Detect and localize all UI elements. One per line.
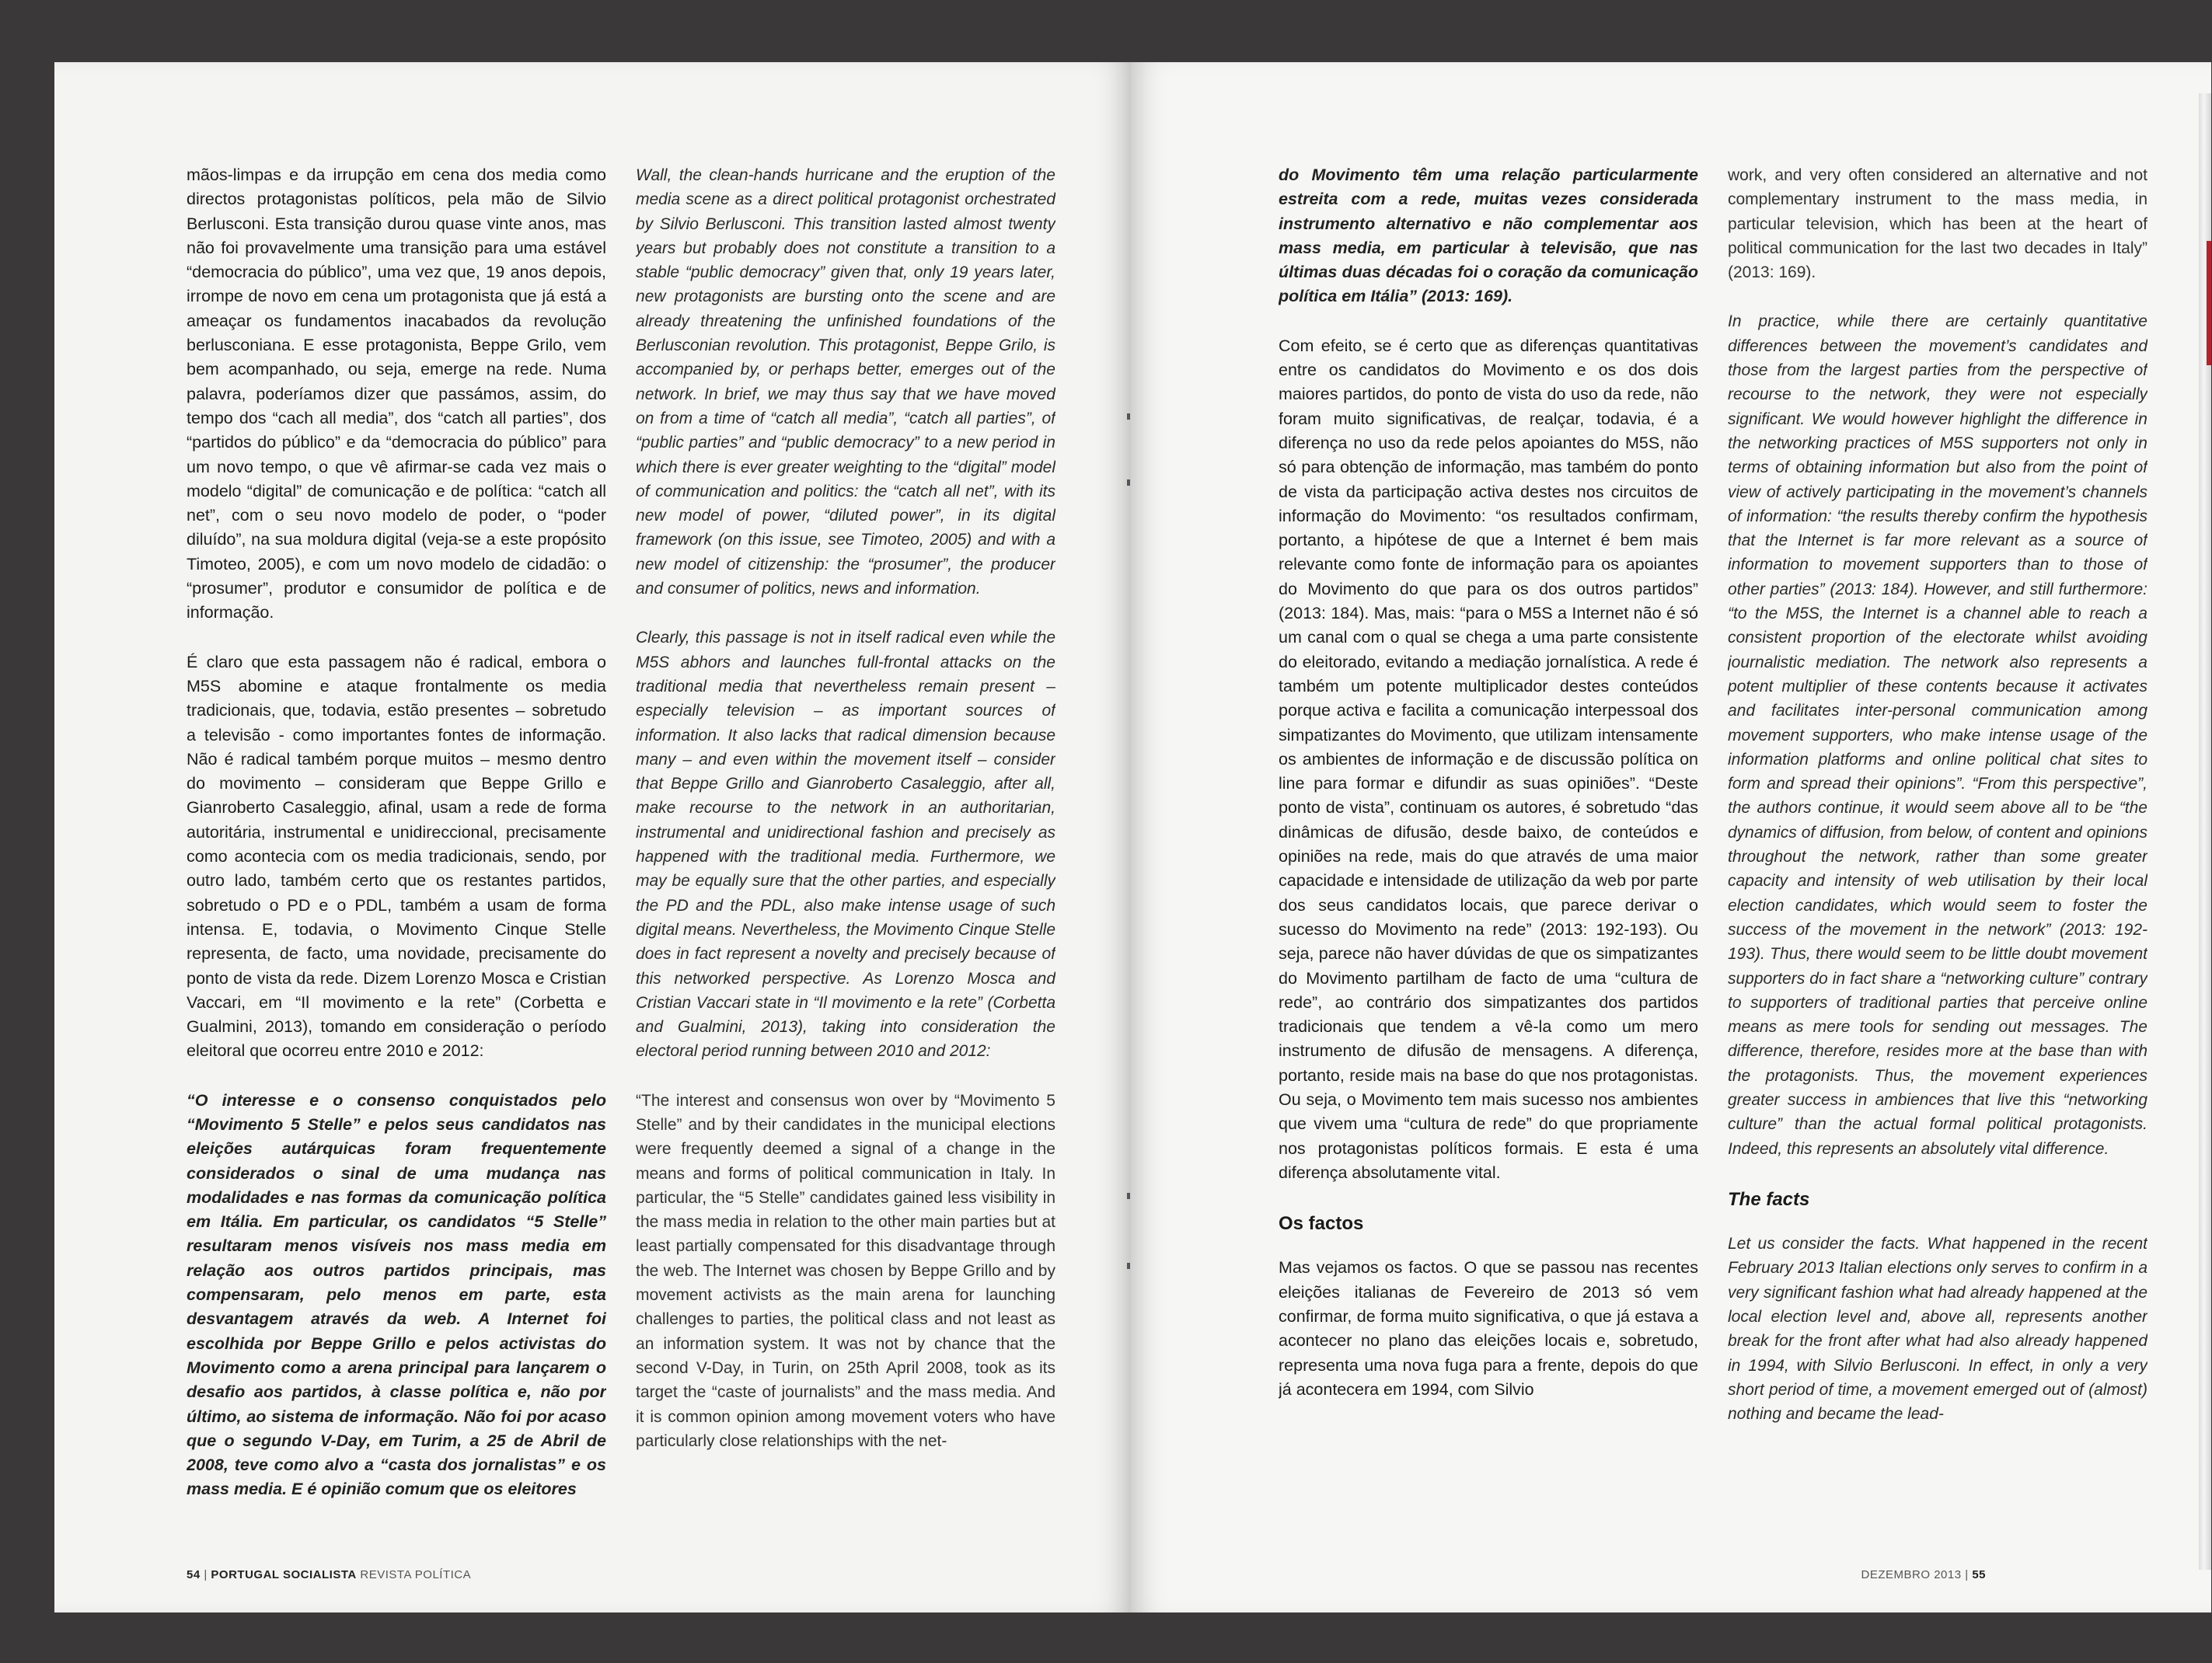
left-page bbox=[54, 62, 1131, 1612]
paragraph: Mas vejamos os factos. O que se passou nas recentes eleições italianas de Fevereiro de 2013 só vem confirmar, de forma muito significativa, o que já estava a acontecer no plano das eleições locais e, sobretudo, representa uma nova fuga para a frente, depois do que já acontecera em 1994, com Silvio bbox=[1279, 1258, 1698, 1399]
paragraph: Let us consider the facts. What happened in the recent February 2013 Italian elections only serves to confirm in a very significant fashion what had already happened at the local election level and, above all, represents another break for the front after what had also already happened in 1994, with Silvio Berlusconi. In effect, in only a very short period of time, a movement emerged out of (almost) nothing and became the lead- bbox=[1728, 1235, 2147, 1424]
fold-mark bbox=[1127, 1193, 1130, 1199]
magazine-spread bbox=[54, 62, 2153, 1612]
section-heading: The facts bbox=[1728, 1188, 1810, 1210]
block-quote: do Movimento têm uma relação particularmente estreita com a rede, muitas vezes considerada instrumento alternativo e não complementar aos mass media, em particular à televisão, que nas últimas duas décadas foi o coração da comunicação política em Itália” (2013: 169). bbox=[1279, 166, 1698, 306]
footer-left: 54 | PORTUGAL SOCIALISTA REVISTA POLÍTICA bbox=[187, 1568, 472, 1581]
block-quote: “The interest and consensus won over by “Movimento 5 Stelle” and by their candidates in the municipal elections were frequently deemed a signal of a change in the means and forms of political communication in Italy. In particular, the “5 Stelle” candidates gained less visibility in the mass media in relation to the other main parties but at least partially compensated for this disadvantage through the web. The Internet was chosen by Beppe Grillo and by movement activists as the main arena for launching challenges to parties, the political class and not least as an information system. It was not by chance that the second V-Day, in Turin, on 25th April 2008, took as its target the “caste of journalists” and the mass media. And it is common opinion among movement voters who have particularly close relationships with the net- bbox=[636, 1091, 1055, 1450]
magazine-subtitle: REVISTA POLÍTICA bbox=[360, 1568, 472, 1581]
page-number: 55 bbox=[1972, 1568, 1986, 1581]
magazine-name: PORTUGAL SOCIALISTA bbox=[211, 1568, 357, 1581]
footer-right: DEZEMBRO 2013 | 55 bbox=[1861, 1568, 1986, 1581]
fold-mark bbox=[1127, 479, 1130, 486]
paragraph: É claro que esta passagem não é radical, embora o M5S abomine e ataque frontalmente os media tradicionais, que, todavia, estão presentes – sobretudo a televisão - como importantes fontes de informação. Não é radical também porque muitos – mesmo dentro do movimento – consideram que Beppe Grillo e Gianroberto Casaleggio, afinal, usam a rede de forma autoritária, instrumental e unidireccional, precisamente como acontecia com os media tradicionais, sendo, por outro lado, também certo que os restantes partidos, sobretudo o PD e o PDL, também a usam de forma intensa. E, todavia, o Movimento Cinque Stelle representa, de facto, uma novidade, precisamente do ponto de vista da rede. Dizem Lorenzo Mosca e Cristian Vaccari, em “Il movimento e la rete” (Corbetta e Gualmini, 2013), tomando em consideração o período eleitoral que ocorreu entre 2010 e 2012: bbox=[187, 652, 606, 1061]
right-page bbox=[1131, 62, 2211, 1612]
paragraph: In practice, while there are certainly quantitative differences between the movement’s candidates and those from the largest parties from the perspective of recourse to the network, they were not especially significant. We would however highlight the difference in the networking practices of M5S supporters not only in terms of obtaining information but also from the point of view of actively participating in the movement’s channels of information: “the results thereby confirm the hypothesis that the Internet is far more relevant as a source of information to movement supporters than to those of other parties” (2013: 184). However, and still furthermore: “to the M5S, the Internet is a channel able to reach a consistent proportion of the electorate whilst avoiding journalistic mediation. The network also represents a potent multiplier of these contents because it activates and facilitates inter-personal communication among movement supporters, who make intense usage of the information platforms and online political chat sites to form and spread their opinions”. “From this perspective”, the authors continue, it would seem above all to be “the dynamics of diffusion, from below, of content and opinions throughout the network, rather than some greater capacity and intensity of web utilisation by their local election candidates, which would seem to foster the success of the movement in the network” (2013: 192-193). Thus, there would seem to be little doubt movement supporters do in fact share a “networking culture” contrary to supporters of traditional parties that perceive online means as mere tools for sending out messages. The difference, therefore, resides more at the base than with the protagonists. Thus, the movement experiences greater success in ambiences that live this “networking culture” than the actual formal political protagonists. Indeed, this represents an absolutely vital difference. bbox=[1728, 312, 2147, 1158]
left-column-portuguese bbox=[187, 163, 606, 1585]
paragraph: Clearly, this passage is not in itself radical even while the M5S abhors and launches full-frontal attacks on the traditional media that nevertheless remain present – especially television – as important sources of information. It also lacks that radical dimension because many – and even within the movement itself – consider that Beppe Grillo and Gianroberto Casaleggio, after all, make recourse to the network in an authoritarian, instrumental and unidirectional fashion and precisely as happened with the traditional media. Furthermore, we may be equally sure that the other parties, and especially the PD and the PDL, also make intense usage of such digital means. Nevertheless, the Movimento Cinque Stelle does in fact represent a novelty and precisely because of this networked perspective. As Lorenzo Mosca and Cristian Vaccari state in “Il movimento e la rete” (Corbetta and Gualmini, 2013), taking into consideration the electoral period running between 2010 and 2012: bbox=[636, 629, 1055, 1061]
page-number: 54 bbox=[187, 1568, 201, 1581]
block-quote: work, and very often considered an alternative and not complementary instrument to the mass media, in particular television, which has been at the heart of political communication for the last two decades in Italy” (2013: 169). bbox=[1728, 166, 2147, 282]
paragraph: mãos-limpas e da irrupção em cena dos media como directos protagonistas políticos, pela mão de Silvio Berlusconi. Esta transição durou quase vinte anos, mas não foi provavelmente uma transição para uma estável “democracia do público”, uma vez que, 19 anos depois, irrompe de novo em cena um protagonista que já está a ameaçar os fundamentos inacabados da revolução berlusconiana. E esse protagonista, Beppe Grilo, vem bem acompanhado, ou seja, emerge na rede. Numa palavra, poderíamos dizer que passámos, assim, do tempo dos “cach all media”, dos “catch all parties”, dos “partidos do público” e da “democracia do público” para um novo tempo, o que vê afirmar-se cada vez mais o modelo “digital” de comunicação e de política: “catch all net”, com o seu novo modelo de poder, o “poder diluído”, na sua moldura digital (veja-se a este propósito Timoteo, 2005), e com um novo modelo de cidadão: o “prosumer”, produtor e consumidor de política e de informação. bbox=[187, 166, 606, 622]
paragraph: Wall, the clean-hands hurricane and the eruption of the media scene as a direct political protagonist orchestrated by Silvio Berlusconi. This transition lasted almost twenty years but probably does not constitute a transition to a stable “public democracy” given that, only 19 years later, new protagonists are bursting onto the scene and are already threatening the unfinished foundations of the Berlusconian revolution. This protagonist, Beppe Grilo, is accompanied by, or perhaps better, emerges out of the network. In brief, we may thus say that we have moved on from a time of “catch all media”, “catch all parties”, of “public parties” and “public democracy” to a new period in which there is ever greater weighting to the “digital” model of communication and politics: the “catch all net”, with its new model of power, “diluted power”, in its digital framework (on this issue, see Timoteo, 2005) and with a new model of citizenship: the “prosumer”, the producer and consumer of politics, news and information. bbox=[636, 166, 1055, 598]
block-quote: “O interesse e o consenso conquistados pelo “Movimento 5 Stelle” e pelos seus candidatos nas eleições autárquicas foram frequentemente considerados o sinal de uma mudança nas modalidades e nas formas da comunicação política em Itália. Em particular, os candidatos “5 Stelle” resultaram menos visíveis nos mass media em relação aos outros partidos principais, mas compensaram, pelo menos em parte, esta desvantagem através da web. A Internet foi escolhida por Beppe Grillo e pelos activistas do Movimento como a arena principal para lançarem o desafio aos partidos, à classe política e, não por último, ao sistema de informação. Não foi por acaso que o segundo V-Day, em Turim, a 25 de Abril de 2008, teve como alvo a “casta dos jornalistas” e os mass media. E é opinião comum que os eleitores bbox=[187, 1090, 606, 1499]
fold-mark bbox=[1127, 413, 1130, 420]
section-heading: Os factos bbox=[1279, 1213, 1364, 1235]
right-column-english bbox=[636, 163, 1055, 1585]
right-column-english bbox=[1728, 163, 2147, 1554]
paragraph: Com efeito, se é certo que as diferenças quantitativas entre os candidatos do Movimento e os dos dois maiores partidos, do ponto de vista do uso da rede, não foram muito significativas, de realçar, todavia, é a diferença no uso da rede pelos apoiantes do M5S, não só para obtenção de informação, mas também do ponto de vista da participação activa destes nos circuitos de informação do Movimento: “os resultados confirmam, portanto, a hipótese de que a Internet é bem mais relevante como fonte de informação para os apoiantes do Movimento do que para os dos outros partidos” (2013: 184). Mas, mais: “para o M5S a Internet não é só um canal com o qual se chega a uma parte consistente do eleitorado, evitando a mediação jornalística. A rede é também um potente multiplicador destes conteúdos porque activa e facilita a comunicação interpessoal dos simpatizantes do Movimento, que utilizam intensamente os ambientes de informação e de discussão política on line para formar e difundir as suas opiniões”. “Deste ponto de vista”, continuam os autores, é sobretudo “das dinâmicas de difusão, desde baixo, de conteúdos e opiniões na rede, mais do que através de uma maior capacidade e intensidade de utilização da web por parte dos seus candidatos locais, que parece derivar o sucesso do Movimento na rede” (2013: 192-193). Ou seja, parece não haver dúvidas de que os simpatizantes do Movimento partilham de facto de uma “cultura de rede”, ao contrário dos simpatizantes dos partidos tradicionais que tendem a vê-la como um mero instrumento de difusão de mensagens. A diferença, portanto, reside mais na base do que nos protagonistas. Ou seja, o Movimento tem mais sucesso nos ambientes que vivem uma “cultura de rede” do que propriamente nos protagonistas políticos formais. E esta é uma diferença absolutamente vital. bbox=[1279, 336, 1698, 1182]
issue-date: DEZEMBRO 2013 bbox=[1861, 1568, 1962, 1581]
left-column-portuguese bbox=[1279, 163, 1698, 1554]
red-edge-marker bbox=[2207, 241, 2211, 365]
fold-mark bbox=[1127, 1263, 1130, 1269]
